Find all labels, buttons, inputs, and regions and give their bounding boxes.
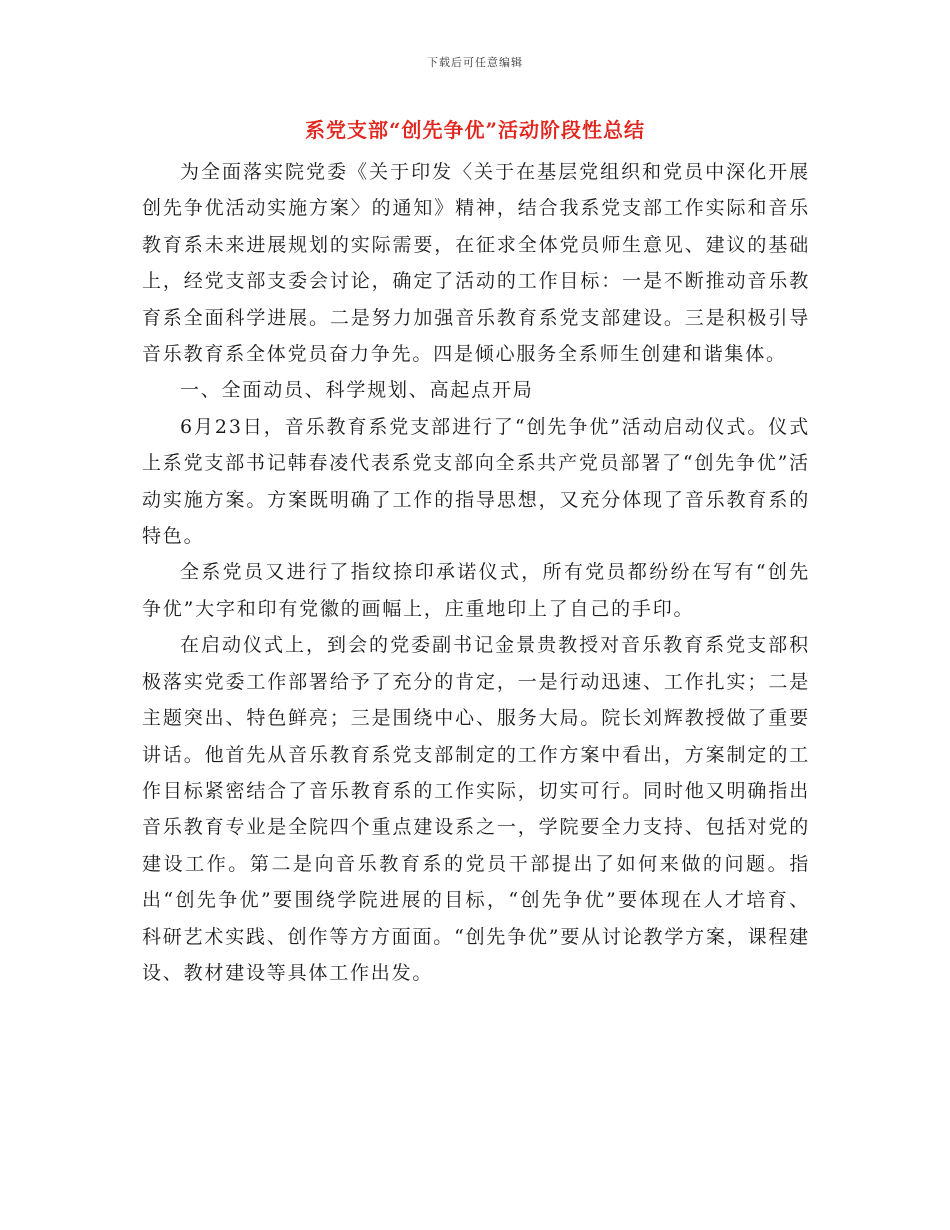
header-note: 下载后可任意编辑 (427, 56, 523, 69)
paragraph-speeches: 在启动仪式上，到会的党委副书记金景贵教授对音乐教育系党支部积极落实党委工作部署给予了充分的肯定，一是行动迅速、工作扎实；二是主题突出、特色鲜亮；三是围绕中心、服务大局。院长刘辉教授做了重要讲话。他首先从音乐教育系党支部制定的工作方案中看出，方案制定的工作目标紧密结合了音乐教育系的工作实际，切实可行。同时他又明确指出音乐教育专业是全院四个重点建设系之一，学院要全力支持、包括对党的建设工作。第二是向音乐教育系的党员干部提出了如何来做的问题。指出“创先争优”要围绕学院进展的目标，“创先争优”要体现在人才培育、科研艺术实践、创作等方方面面。“创先争优”要从讨论教学方案，课程建设、教材建设等具体工作出发。 (142, 634, 810, 984)
section-heading-1: 一、全面动员、科学规划、高起点开局 (180, 379, 534, 402)
document-body (142, 154, 810, 991)
paragraph-intro: 为全面落实院党委《关于印发〈关于在基层党组织和党员中深化开展创先争优活动实施方案〉的通知》精神，结合我系党支部工作实际和音乐教育系未来进展规划的实际需要，在征求全体党员师生意见、建议的基础上，经党支部支委会讨论，确定了活动的工作目标：一是不断推动音乐教育系全面科学进展。二是努力加强音乐教育系党支部建设。三是积极引导音乐教育系全体党员奋力争先。四是倾心服务全系师生创建和谐集体。 (142, 161, 810, 366)
paragraph-fingerprint-pledge: 全系党员又进行了指纹捺印承诺仪式，所有党员都纷纷在写有“创先争优”大字和印有党徽的画幅上，庄重地印上了自己的手印。 (142, 561, 810, 620)
document-title: 系党支部“创先争优”活动阶段性总结 (304, 118, 645, 142)
paragraph-launch-ceremony: 6月23日，音乐教育系党支部进行了“创先争优”活动启动仪式。仪式上系党支部书记韩春凌代表系党支部向全系共产党员部署了“创先争优”活动实施方案。方案既明确了工作的指导思想，又充分体现了音乐教育系的特色。 (142, 415, 810, 548)
